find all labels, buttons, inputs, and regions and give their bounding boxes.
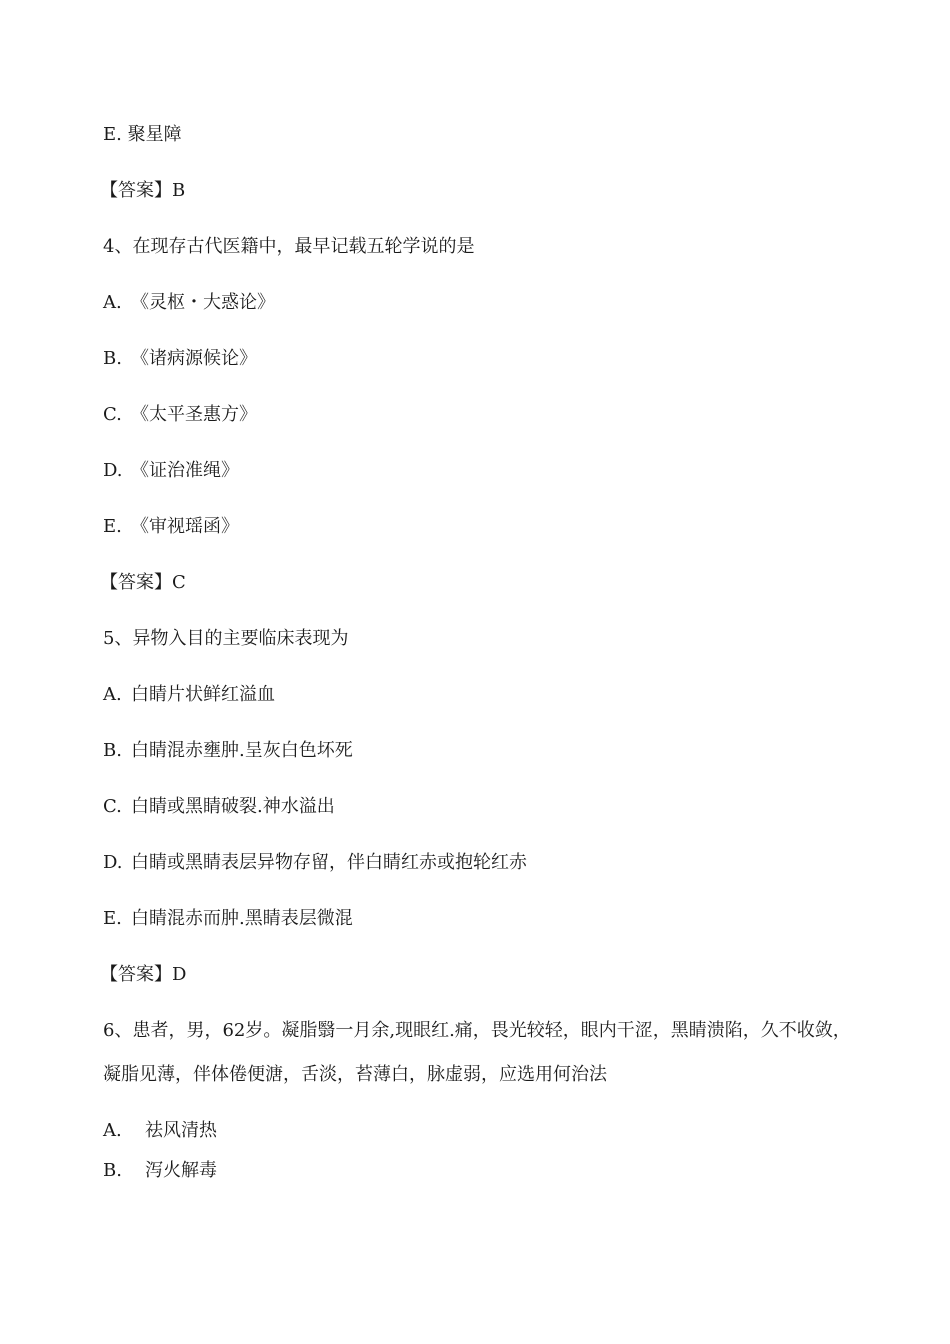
q6-question: 6、患者，男，62岁。凝脂翳一月余,现眼红.痛，畏光较轻，眼内干涩，黑睛溃陷，久不收敛，凝脂见薄，伴体倦便溏，舌淡，苔薄白，脉虚弱，应选用何治法 [103, 1020, 851, 1085]
option-text: 白睛或黑睛破裂.神水溢出 [131, 796, 335, 817]
option-letter: A. [103, 292, 122, 313]
q5-answer: 【答案】D [100, 964, 187, 985]
q4-option-b [103, 347, 257, 371]
option-letter: A. [103, 1120, 122, 1141]
q3-answer: 【答案】B [100, 180, 186, 201]
q5-option-c [103, 795, 335, 819]
option-letter: B. [103, 740, 122, 761]
option-text: 泻火解毒 [145, 1160, 217, 1181]
option-text: 白睛混赤壅肿.呈灰白色坏死 [131, 740, 353, 761]
option-letter: E. [103, 908, 122, 929]
q4-answer: 【答案】C [100, 572, 186, 593]
q4-option-e [103, 515, 239, 539]
option-text: 白睛混赤而肿.黑睛表层微混 [131, 908, 353, 929]
option-letter: B. [103, 348, 122, 369]
option-text: 《灵枢・大惑论》 [131, 292, 275, 313]
q5-option-e [103, 907, 353, 931]
q4-option-a [103, 291, 275, 315]
q6-option-a [103, 1119, 217, 1143]
option-text: 祛风清热 [145, 1120, 217, 1141]
option-text: 《审视瑶函》 [131, 516, 239, 537]
option-letter: E. [103, 516, 122, 537]
option-letter: D. [103, 460, 123, 481]
q5-option-d [103, 851, 527, 875]
option-letter: B. [103, 1160, 122, 1181]
option-letter: C. [103, 796, 122, 817]
option-text: 《太平圣惠方》 [131, 404, 257, 425]
option-text: 白睛或黑睛表层异物存留，伴白睛红赤或抱轮红赤 [131, 852, 527, 873]
option-letter: A. [103, 684, 122, 705]
q5-option-b [103, 739, 353, 763]
option-text: 白睛片状鲜红溢血 [131, 684, 275, 705]
q6-option-b [103, 1159, 217, 1183]
q4-question: 4、在现存古代医籍中，最早记载五轮学说的是 [103, 236, 475, 257]
option-letter: D. [103, 852, 123, 873]
option-letter: C. [103, 404, 122, 425]
q5-question: 5、异物入目的主要临床表现为 [103, 628, 349, 649]
option-text: 《诸病源候论》 [131, 348, 257, 369]
q4-option-c [103, 403, 257, 427]
q5-option-a [103, 683, 275, 707]
option-text: 《证治准绳》 [131, 460, 239, 481]
q3-option-e: E. 聚星障 [103, 124, 182, 145]
q4-option-d [103, 459, 239, 483]
